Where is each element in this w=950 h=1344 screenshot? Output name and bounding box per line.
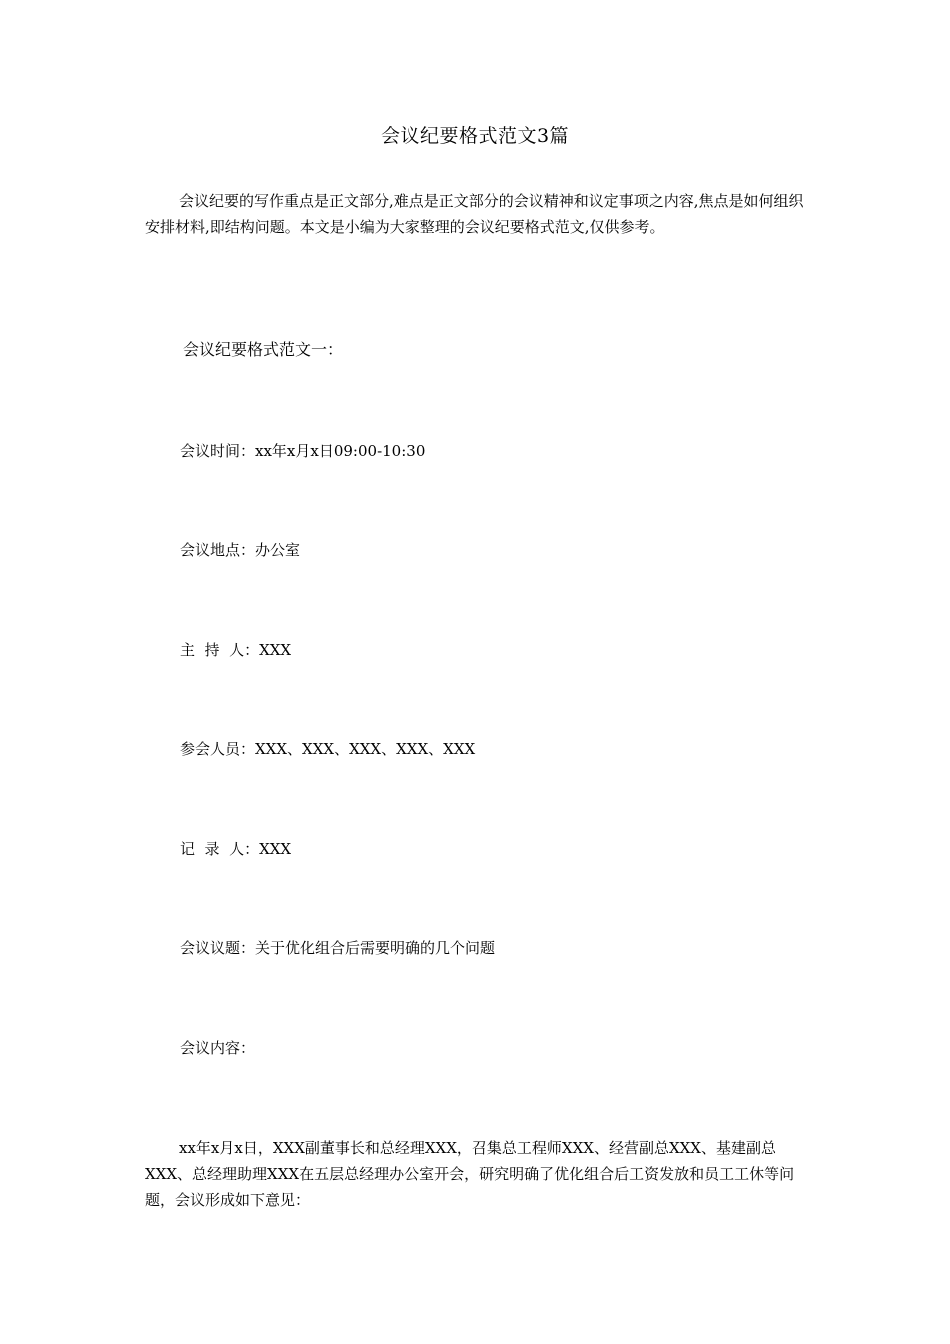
meeting-content-label: 会议内容： xyxy=(180,1039,256,1057)
meeting-attendees: 参会人员：XXX、XXX、XXX、XXX、XXX xyxy=(180,740,476,758)
document-title: 会议纪要格式范文3篇 xyxy=(380,125,570,147)
meeting-topic: 会议议题：关于优化组合后需要明确的几个问题 xyxy=(180,939,496,957)
meeting-content-paragraph: xx年x月x日，XXX副董事长和总经理XXX，召集总工程师XXX、经营副总XXX、基建副总 XXX、总经理助理XXX在五层总经理办公室开会，研究明确了优化组合后工资发放和员工工休等问题，会议形成如下意见： xyxy=(145,1139,795,1209)
section-heading: 会议纪要格式范文一： xyxy=(183,340,344,359)
meeting-host: 主 持 人：XXX xyxy=(180,641,292,659)
meeting-place: 会议地点：办公室 xyxy=(180,541,301,559)
intro-paragraph: 会议纪要的写作重点是正文部分,难点是正文部分的会议精神和议定事项之内容,焦点是如何组织安排材料,即结构问题。本文是小编为大家整理的会议纪要格式范文,仅供参考。 xyxy=(145,192,804,236)
meeting-recorder: 记 录 人：XXX xyxy=(180,840,292,858)
meeting-time: 会议时间：xx年x月x日09:00-10:30 xyxy=(180,442,426,460)
